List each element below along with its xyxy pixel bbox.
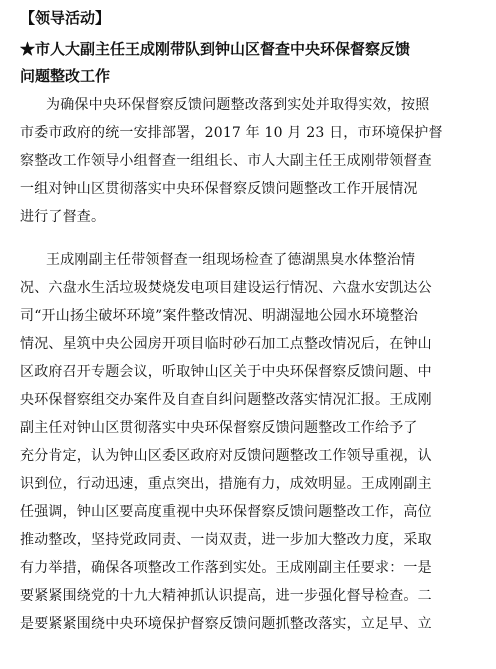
paragraph-2-line: 央环保督察组交办案件及自查自纠问题整改落实情况汇报。王成刚 [20, 392, 432, 408]
paragraph-2-line: 副主任对钟山区贯彻落实中央环保督察反馈问题整改工作给予了 [20, 420, 418, 436]
paragraph-2-line: 况、六盘水生活垃圾焚烧发电项目建设运行情况、六盘水安凯达公 [20, 280, 432, 296]
paragraph-1-line: 市委市政府的统一安排部署，2017 年 10 月 23 日，市环境保护督 [20, 125, 443, 141]
paragraph-2-line: 有力举措，确保各项整改工作落到实处。王成刚副主任要求：一是 [20, 560, 432, 576]
paragraph-2-line: 推动整改，坚持党政同责、一岗双责，进一步加大整改力度，采取 [20, 532, 432, 548]
paragraph-2-line: 情况、星筑中央公园房开项目临时砂石加工点整改情况后，在钟山 [20, 336, 432, 352]
paragraph-1-line: 一组对钟山区贯彻落实中央环保督察反馈问题整改工作开展情况 [20, 181, 418, 197]
section-label: 【领导活动】 [20, 9, 111, 27]
paragraph-2-line: 要紧紧围绕党的十九大精神抓认识提高，进一步强化督导检查。二 [20, 588, 432, 604]
paragraph-2-line: 区政府召开专题会议，听取钟山区关于中央环保督察反馈问题、中 [20, 364, 432, 380]
paragraph-2-line: 识到位，行动迅速，重点突出，措施有力，成效明显。王成刚副主 [20, 476, 432, 492]
paragraph-2-line: 是要紧紧围绕中央环境保护督察反馈问题抓整改落实，立足早、立 [20, 616, 432, 632]
paragraph-2-line: 王成刚副主任带领督查一组现场检查了德湖黑臭水体整治情 [46, 252, 416, 268]
paragraph-2-line: 司“开山扬尘破坏环境”案件整改情况、明湖湿地公园水环境整治 [20, 308, 419, 324]
paragraph-2-line: 充分肯定，认为钟山区委区政府对反馈问题整改工作领导重视，认 [20, 448, 432, 464]
star-icon: ★ [20, 40, 36, 58]
headline-line-2: 问题整改工作 [20, 67, 111, 85]
paragraph-2-line: 任强调，钟山区要高度重视中央环保督察反馈问题整改工作，高位 [20, 504, 432, 520]
article-headline [20, 36, 490, 90]
paragraph-1-line: 察整改工作领导小组督查一组组长、市人大副主任王成刚带领督查 [20, 153, 432, 169]
headline-line-1: 市人大副主任王成刚带队到钟山区督查中央环保督察反馈 [35, 40, 411, 58]
paragraph-1-line: 进行了督查。 [20, 209, 106, 225]
paragraph-1-line: 为确保中央环保督察反馈问题整改落到实处并取得实效，按照 [46, 97, 430, 113]
